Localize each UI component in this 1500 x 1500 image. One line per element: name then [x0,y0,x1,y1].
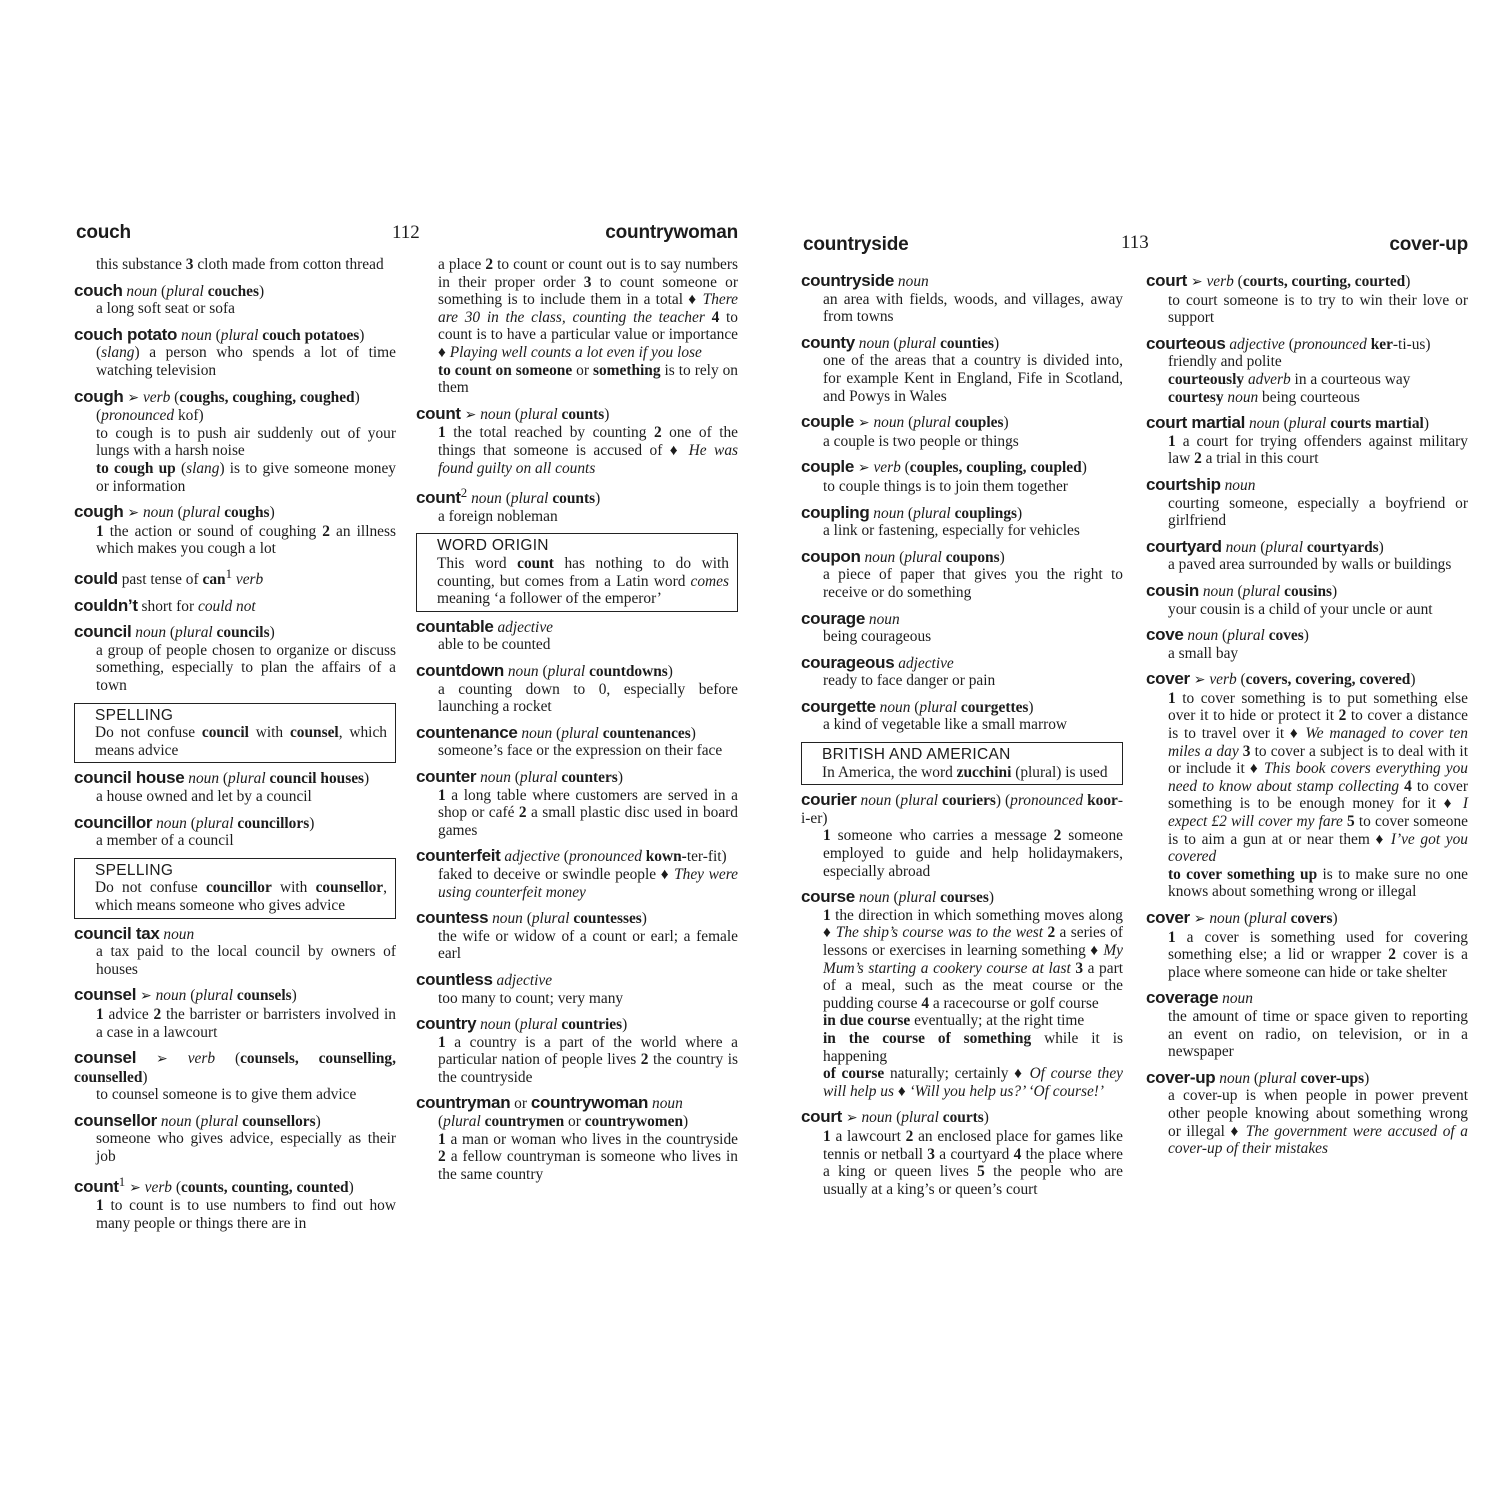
page-number: 113 [1121,232,1149,253]
dictionary-entry: coverage noun the amount of time or space given to reporting an event on radio, on television, or in a newspaper [1146,988,1468,1061]
dictionary-entry: count ➢ noun (plural counts) 1 the total reached by counting 2 one of the things that someone is accused of ♦ He was found guilty on all counts [416,403,738,477]
dictionary-entry: court ➢ verb (courts, courting, courted) to court someone is to try to win their love or support [1146,271,1468,327]
dictionary-entry: council house noun (plural council houses) a house owned and let by a council [74,768,370,805]
dictionary-entry: courier noun (plural couriers) (pronounced koor-i-er) 1 someone who carries a message 2 someone employed to guide and help holidaymakers, especially abroad [801,790,1124,880]
usage-note-box: SPELLING Do not confuse council with counsel, which means advice [74,703,396,764]
dictionary-entry: counsel ➢ noun (plural counsels) 1 advice 2 the barrister or barristers involved in a case in a lawcourt [74,985,396,1041]
dictionary-entry: cousin noun (plural cousins) your cousin is a child of your uncle or aunt [1146,580,1433,618]
dictionary-entry: countess noun (plural countesses) the wife or widow of a count or earl; a female earl [416,908,738,963]
guide-word-first: couch [76,222,131,243]
left-page [74,222,738,1241]
dictionary-entry: cough ➢ noun (plural coughs) 1 the action or sound of coughing 2 an illness which makes you cough a lot [74,502,396,558]
dictionary-entry: couple ➢ noun (plural couples) a couple is two people or things [801,412,1019,450]
dictionary-entry: counterfeit adjective (pronounced kown-ter-fit) faked to deceive or swindle people ♦ They were using counterfeit money [416,846,738,901]
dictionary-entry: countable adjective able to be counted [416,616,553,654]
dictionary-entry: cough ➢ verb (coughs, coughing, coughed) (pronounced kof) to cough is to push air suddenly out of your lungs with a harsh noise to cough up (slang) is to give someone money or information [74,386,396,495]
dictionary-entry: counsel ➢ verb (counsels, counselling, counselled) to counsel someone is to give them advice [74,1048,396,1104]
running-header-right-page [801,222,1468,256]
guide-word-first: countryside [803,234,909,255]
right-page [801,222,1468,1206]
guide-word-last: countrywoman [605,222,738,243]
column-1 [801,272,1123,1206]
dictionary-entry: counter noun (plural counters) 1 a long table where customers are served in a shop or café 2 a small plastic disc used in board games [416,766,738,839]
dictionary-entry: courtship noun courting someone, especially a boyfriend or girlfriend [1146,474,1468,530]
usage-note-box: SPELLING Do not confuse councillor with counsellor, which means someone who gives advice [74,858,396,919]
dictionary-entry: countenance noun (plural countenances) someone’s face or the expression on their face [416,722,723,760]
dictionary-entry: council noun (plural councils) a group of people chosen to organize or discuss something, especially to plan the affairs of a town [74,622,396,694]
guide-word-last: cover-up [1389,234,1468,255]
usage-note-box: WORD ORIGIN This word count has nothing to do with counting, but comes from a Latin word comes meaning ‘a follower of the emperor’ [416,533,738,611]
dictionary-entry: courage noun being courageous [801,608,932,646]
dictionary-entry: couldn’t short for could not [74,595,256,615]
column-1 [74,256,396,1241]
dictionary-entry: councillor noun (plural councillors) a member of a council [74,812,315,850]
dictionary-entry: could past tense of can$^1$ verb [74,566,264,589]
dictionary-entry: cover-up noun (plural cover-ups) a cover-up is when people in power prevent other people knowing about something wrong or illegal ♦ The government were accused of a cover-up of their mistakes [1146,1067,1468,1158]
dictionary-entry: court ➢ noun (plural courts) 1 a lawcourt 2 an enclosed place for games like tennis or netball 3 a courtyard 4 the place where a king or queen lives 5 the people who are usually at a king’s or queen’s court [801,1107,1123,1198]
dictionary-entry: courteous adjective (pronounced ker-ti-us) friendly and polite courteously adverb in a courteous way courtesy noun being courteous [1146,333,1431,406]
dictionary-entry: count$^1$ ➢ verb (counts, counting, counted) 1 to count is to use numbers to find out how many people or things there are in [74,1174,396,1232]
dictionary-entry: country noun (plural countries) 1 a country is a part of the world where a particular nation of people lives 2 the country is the countryside [416,1014,738,1086]
dictionary-entry: courtyard noun (plural courtyards) a paved area surrounded by walls or buildings [1146,536,1452,574]
continued-definition: a place 2 to count or count out is to say numbers in their proper order 3 to count someone or something is to include them in a total ♦ There are 30 in the class, counting the teacher 4 to count is to have a particular value or importance ♦ Playing well counts a lot even if you lose to count on someone or something is to rely on them [438,256,739,397]
dictionary-entry: coupon noun (plural coupons) a piece of paper that gives you the right to receive or do something [801,546,1123,601]
dictionary-entry: court martial noun (plural courts martial) 1 a court for trying offenders against military law 2 a trial in this court [1146,413,1468,468]
dictionary-entry: count$^2$ noun (plural counts) a foreign nobleman [416,486,601,525]
dictionary-entry: countryman or countrywoman noun (plural countrymen or countrywomen) 1 a man or woman who lives in the countryside 2 a fellow countryman is someone who lives in the same country [416,1093,738,1183]
page-number: 112 [392,222,420,243]
dictionary-entry: couch potato noun (plural couch potatoes) (slang) a person who spends a lot of time watching television [74,324,396,379]
dictionary-entry: countdown noun (plural countdowns) a counting down to 0, especially before launching a rocket [416,661,738,716]
usage-note-box: BRITISH AND AMERICAN In America, the word zucchini (plural) is used [801,742,1123,785]
dictionary-entry: courageous adjective ready to face danger or pain [801,652,996,690]
dictionary-entry: course noun (plural courses) 1 the direction in which something moves along ♦ The ship’s course was to the west 2 a series of lessons or exercises in learning something ♦ My Mum’s starting a cookery course at last 3 a part of a meal, such as the meat course or the pudding course 4 a racecourse or golf course in due course eventually; at the right time in the course of something while it is happening of course naturally; certainly ♦ Of course they will help us ♦ ‘Will you help us?’ ‘Of course!’ [801,887,1124,1100]
dictionary-entry: county noun (plural counties) one of the areas that a country is divided into, for example Kent in England, Fife in Scotland, and Powys in Wales [801,332,1123,405]
dictionary-entry: counsellor noun (plural counsellors) someone who gives advice, especially as their job [74,1110,396,1166]
dictionary-entry: courgette noun (plural courgettes) a kind of vegetable like a small marrow [801,696,1068,734]
dictionary-entry: couple ➢ verb (couples, coupling, coupled) to couple things is to join them together [801,457,1087,495]
dictionary-entry: countless adjective too many to count; very many [416,969,624,1007]
column-2 [1146,272,1468,1206]
dictionary-entry: council tax noun a tax paid to the local council by owners of houses [74,923,396,978]
dictionary-entry: countryside noun an area with fields, woods, and villages, away from towns [801,271,1123,326]
dictionary-entry: couch noun (plural couches) a long soft seat or sofa [74,280,265,318]
dictionary-entry: cove noun (plural coves) a small bay [1146,625,1309,662]
running-header-left-page [74,222,738,256]
continued-definition: this substance 3 cloth made from cotton thread [96,256,384,273]
column-2 [416,256,738,1241]
dictionary-entry: cover ➢ noun (plural covers) 1 a cover is something used for covering something else; a lid or wrapper 2 cover is a place where someone can hide or take shelter [1146,908,1468,981]
dictionary-entry: coupling noun (plural couplings) a link or fastening, especially for vehicles [801,502,1080,540]
dictionary-entry: cover ➢ verb (covers, covering, covered) 1 to cover something is to put something else over it to hide or protect it 2 to cover a distance is to travel over it ♦ We managed to cover ten miles a day 3 to cover a subject is to deal with it or include it ♦ This book covers everything you need to know about stamp collecting 4 to cover something is to be enough money for it ♦ I expect £2 will cover my fare 5 to cover someone is to aim a gun at or near them ♦ I’ve got you covered to cover something up is to make sure no one knows about something wrong or illegal [1146,669,1469,901]
